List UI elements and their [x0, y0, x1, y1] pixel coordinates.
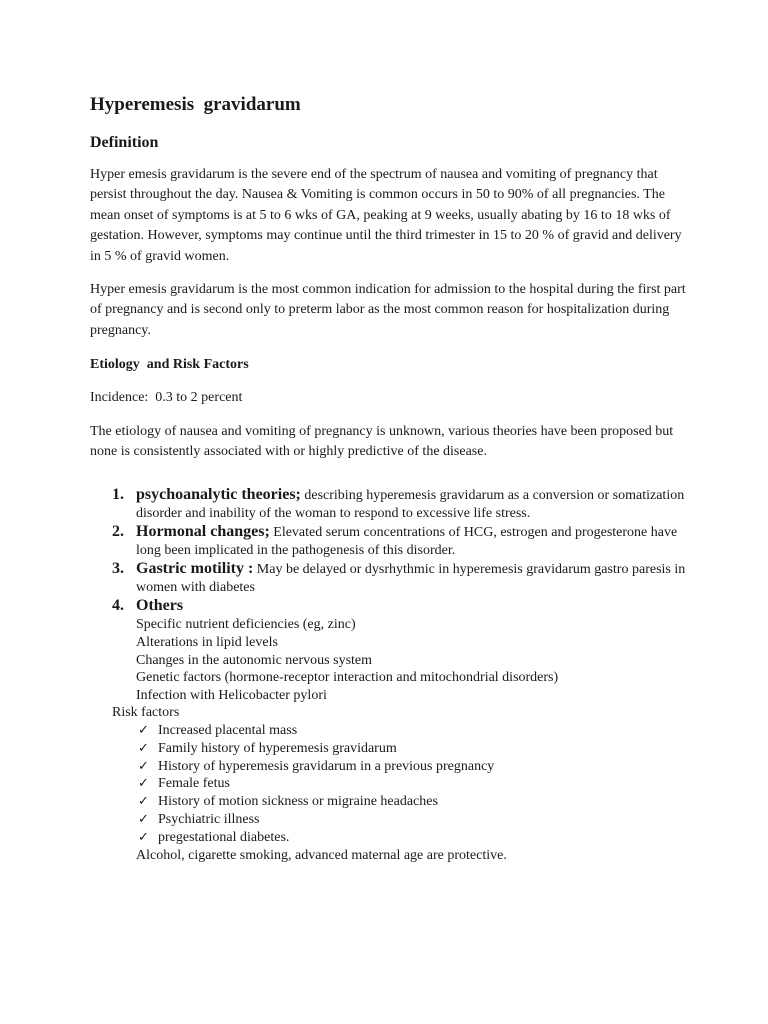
risk-factor-text: Female fetus	[158, 776, 230, 792]
protective-factors-text: Alcohol, cigarette smoking, advanced maternal age are protective.	[136, 847, 507, 863]
other-cause-item: Infection with Helicobacter pylori	[136, 687, 327, 703]
risk-factor-text: Family history of hyperemesis gravidarum	[158, 740, 397, 756]
theory-item	[90, 560, 690, 597]
document-page	[90, 92, 690, 864]
theory-item	[90, 523, 690, 560]
other-causes-list	[90, 616, 690, 704]
theory-number: 1.	[112, 486, 124, 504]
other-cause-item: Genetic factors (hormone-receptor interaction and mitochondrial disorders)	[136, 670, 559, 686]
risk-factor-text: Psychiatric illness	[158, 812, 260, 828]
theory-item	[90, 597, 690, 616]
theory-number: 2.	[112, 523, 124, 541]
risk-factor-text: pregestational diabetes.	[158, 829, 290, 845]
risk-factor-item	[112, 740, 690, 758]
risk-factor-item	[112, 829, 690, 847]
etiology-heading: Etiology and Risk Factors	[90, 357, 249, 373]
risk-factors-list	[90, 722, 690, 847]
risk-factor-item	[112, 758, 690, 776]
risk-factor-item	[112, 793, 690, 811]
checkmark-icon: ✓	[138, 776, 149, 792]
risk-factor-text: Increased placental mass	[158, 723, 298, 739]
risk-factors-heading: Risk factors	[112, 705, 180, 721]
theory-heading: Gastric motility :	[136, 560, 254, 578]
definition-paragraph-1: Hyper emesis gravidarum is the severe end of the spectrum of nausea and vomiting of pregnancy that persist throughout the day. Nausea & Vomiting is common occurs in 50 to 90% of all pregnancies. The mean onset of symptoms is at 5 to 6 wks of GA, peaking at 9 weeks, usually abating by 16 to 18 wks of gestation. However, symptoms may continue until the third trimester in 15 to 20 % of gravid and delivery in 5 % of gravid women.	[90, 167, 682, 264]
checkmark-icon: ✓	[138, 740, 149, 756]
theory-heading: Hormonal changes;	[136, 523, 270, 541]
definition-heading: Definition	[90, 134, 159, 151]
checkmark-icon: ✓	[138, 829, 149, 845]
definition-paragraph-2: Hyper emesis gravidarum is the most common indication for admission to the hospital during the first part of pregnancy and is second only to preterm labor as the most common reason for hospitalization during pregnancy.	[90, 282, 686, 338]
risk-factor-item	[112, 722, 690, 740]
other-cause-item: Changes in the autonomic nervous system	[136, 652, 373, 668]
incidence-text: Incidence: 0.3 to 2 percent	[90, 390, 243, 406]
theories-list	[90, 486, 690, 616]
risk-factor-item	[112, 775, 690, 793]
theory-heading: Others	[136, 597, 184, 615]
checkmark-icon: ✓	[138, 758, 149, 774]
checkmark-icon: ✓	[138, 723, 149, 739]
other-cause-item: Specific nutrient deficiencies (eg, zinc)	[136, 617, 356, 633]
theory-number: 3.	[112, 560, 124, 578]
risk-factor-item	[112, 811, 690, 829]
risk-factor-text: History of hyperemesis gravidarum in a previous pregnancy	[158, 758, 495, 774]
etiology-intro: The etiology of nausea and vomiting of pregnancy is unknown, various theories have been proposed but none is consistently associated with or highly predictive of the disease.	[90, 423, 674, 460]
checkmark-icon: ✓	[138, 794, 149, 810]
checkmark-icon: ✓	[138, 812, 149, 828]
theory-description: describing hyperemesis gravidarum as a conversion or somatization disorder and inability of the woman to respond to excessive life stress.	[136, 488, 685, 522]
theory-description: May be delayed or dysrhythmic in hyperemesis gravidarum gastro paresis in women with diabetes	[136, 562, 686, 596]
theory-heading: psychoanalytic theories;	[136, 486, 301, 504]
theory-description: Elevated serum concentrations of HCG, estrogen and progesterone have long been implicated in the pathogenesis of this disorder.	[136, 525, 678, 559]
theory-number: 4.	[112, 597, 124, 615]
risk-factor-text: History of motion sickness or migraine headaches	[158, 794, 438, 810]
theory-item	[90, 486, 690, 523]
document-title: Hyperemesis gravidarum	[90, 94, 301, 115]
other-cause-item: Alterations in lipid levels	[136, 635, 278, 651]
